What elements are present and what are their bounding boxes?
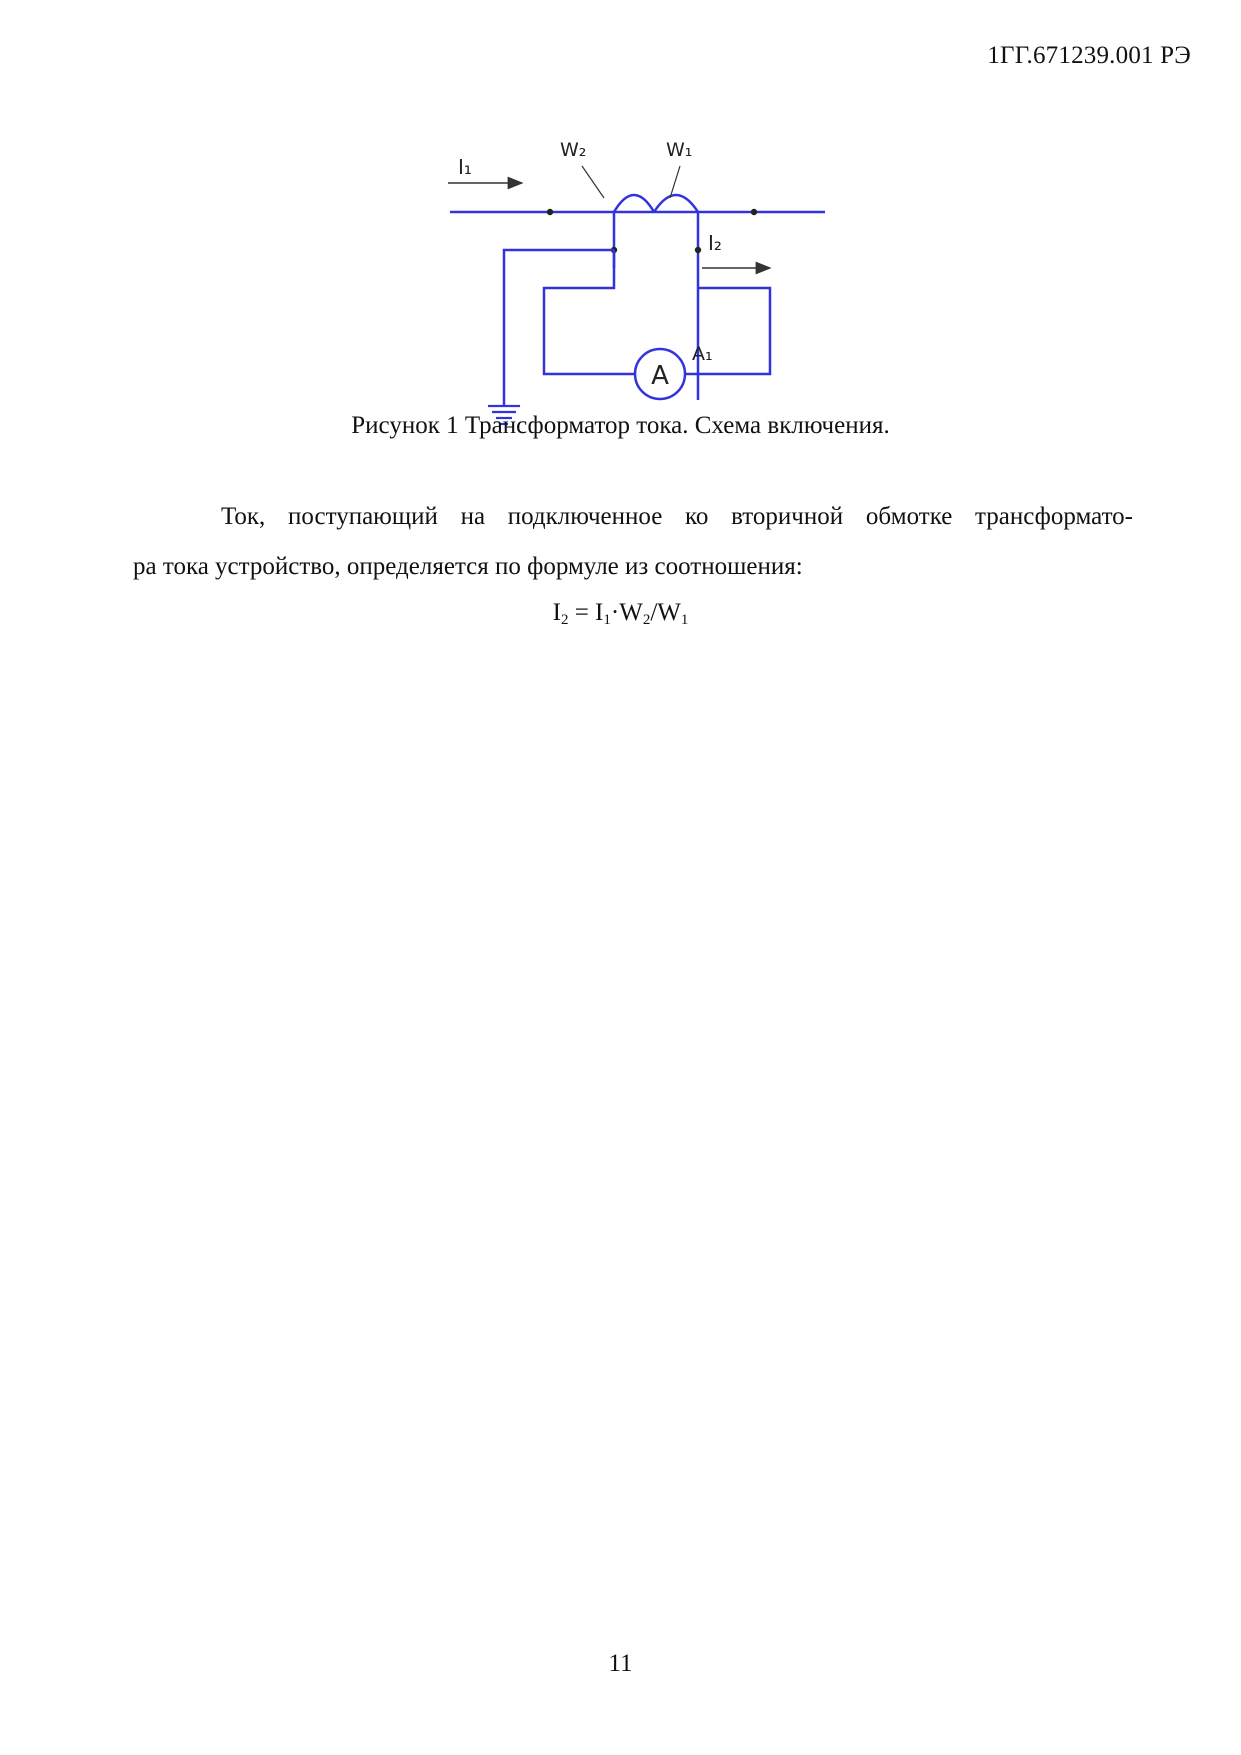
document-code: 1ГГ.671239.001 РЭ <box>987 42 1191 69</box>
secondary-wire-left <box>544 250 635 374</box>
leader-w1 <box>670 166 680 198</box>
page-number: 11 <box>608 1650 633 1677</box>
circuit-schematic <box>458 138 850 408</box>
formula-term2: W <box>619 599 643 626</box>
junction-dot <box>695 247 701 253</box>
label-w1: W₁ <box>666 139 693 161</box>
ground-wire <box>504 250 614 406</box>
formula-term3-sub: 1 <box>680 612 689 628</box>
formula-equals: = <box>568 599 596 626</box>
formula-lhs-sub: 2 <box>560 612 569 628</box>
label-i2: I₂ <box>708 231 722 255</box>
formula-term3: W <box>657 599 681 626</box>
label-a1: A₁ <box>692 343 713 365</box>
formula-lhs: I <box>552 599 561 626</box>
label-i1: I₁ <box>458 155 472 179</box>
junction-dot <box>751 209 757 215</box>
formula-dot: · <box>610 599 620 626</box>
formula-term1-sub: 1 <box>603 612 611 628</box>
formula-term1: I <box>595 599 604 626</box>
paragraph-line-1: Ток, поступающий на подключенное ко вторичной обмотке трансформато- <box>221 503 1133 530</box>
formula-term2-sub: 2 <box>642 612 651 628</box>
formula <box>0 599 1241 627</box>
figure-caption: Рисунок 1 Трансформатор тока. Схема включения. <box>351 412 890 439</box>
paragraph-line-2: ра тока устройство, определяется по формуле из соотношения: <box>133 553 803 580</box>
label-w2: W₂ <box>560 139 587 161</box>
ammeter-letter: A <box>651 361 669 391</box>
junction-dot <box>547 209 553 215</box>
body-paragraph <box>133 492 1133 592</box>
formula-slash: / <box>650 599 658 626</box>
winding-w2 <box>614 195 654 212</box>
winding-w1 <box>654 195 698 212</box>
current-transformer-diagram <box>458 138 850 408</box>
leader-w2 <box>582 166 604 198</box>
